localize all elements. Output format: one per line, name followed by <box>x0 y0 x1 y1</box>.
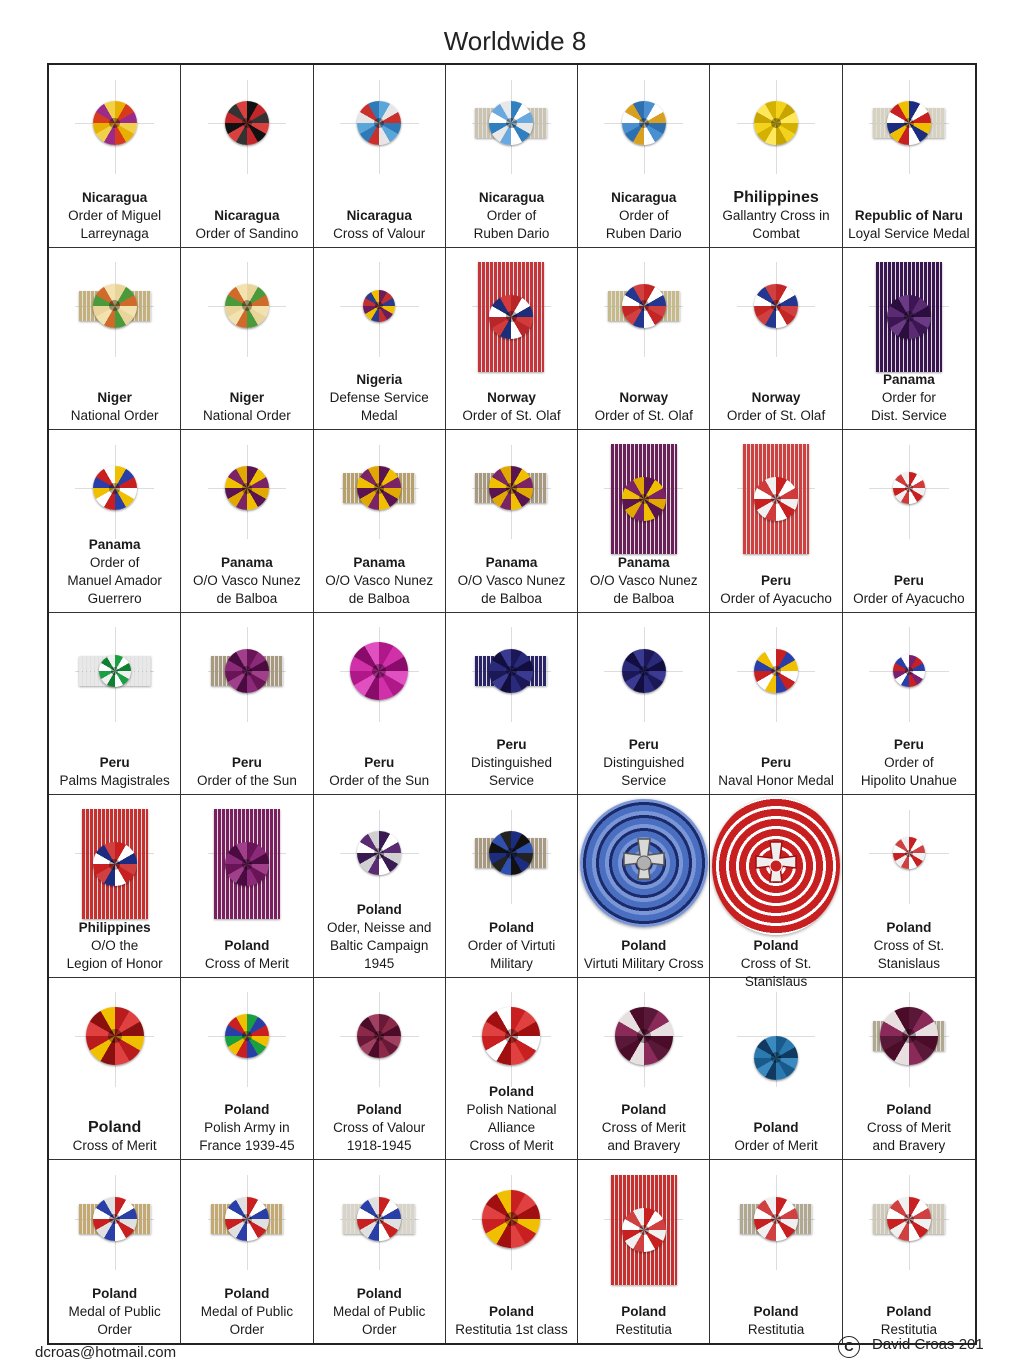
medal-caption <box>316 754 443 790</box>
medal-caption <box>712 189 839 243</box>
rosette-icon <box>754 101 798 145</box>
medal-name: Medal of Public Order <box>333 1303 426 1337</box>
medal-cell <box>314 978 446 1161</box>
country-name: Poland <box>621 1102 667 1118</box>
medal-name: Order for Dist. Service <box>870 390 947 424</box>
medal-cell <box>49 978 181 1161</box>
country-name: Peru <box>99 755 130 771</box>
rosette-icon <box>225 101 269 145</box>
rosette-icon <box>93 284 137 328</box>
medal-caption <box>845 207 973 243</box>
rosette-icon <box>357 466 401 510</box>
country-name: Peru <box>496 737 527 753</box>
medal-name: O/O Vasco Nunez de Balboa <box>193 572 301 606</box>
medal-name: Oder, Neisse and Baltic Campaign 1945 <box>327 919 432 971</box>
medal-sheet <box>47 63 977 1345</box>
rosette-icon <box>893 837 925 869</box>
rosette-icon <box>489 295 533 339</box>
medal-name: Order of St. Olaf <box>726 408 826 424</box>
country-name: Nicaragua <box>82 189 148 205</box>
rosette-icon <box>363 290 395 322</box>
medal-cell <box>314 795 446 978</box>
country-name: Peru <box>761 572 792 588</box>
rosette-icon <box>93 1197 137 1241</box>
medal-cell <box>710 248 842 431</box>
medal-cell <box>181 65 313 248</box>
rosette-icon <box>357 101 401 145</box>
medal-cell <box>843 430 975 613</box>
medal-cell <box>578 248 710 431</box>
medal-caption <box>580 1303 707 1339</box>
country-name: Nicaragua <box>611 189 677 205</box>
country-name: Poland <box>488 1084 534 1100</box>
medal-name: Order of Sandino <box>195 225 299 241</box>
medal-cell <box>181 1160 313 1343</box>
medal-name: Medal of Public Order <box>200 1303 294 1337</box>
country-name: Poland <box>224 1285 270 1301</box>
country-name: Panama <box>617 554 670 570</box>
country-name: Nicaragua <box>214 207 280 223</box>
medal-caption <box>712 1119 839 1155</box>
medal-cell <box>446 795 578 978</box>
medal-cell <box>710 613 842 796</box>
rosette-icon <box>754 284 798 328</box>
medal-name: Order of Virtuti Military <box>467 937 556 971</box>
rosette-icon <box>580 799 708 927</box>
medal-name: Defense Service Medal <box>329 390 429 424</box>
country-name: Poland <box>356 1102 402 1118</box>
medal-cell <box>181 430 313 613</box>
rosette-icon <box>357 1197 401 1241</box>
copyright-icon: C <box>838 1336 860 1358</box>
medal-name: Order of St. Olaf <box>462 408 561 424</box>
medal-name: Order of the Sun <box>329 773 430 789</box>
medal-name: Restitutia <box>615 1321 672 1337</box>
medal-caption <box>448 919 575 973</box>
country-name: Philippines <box>733 188 819 206</box>
medal-cell <box>578 795 710 978</box>
medal-name: Cross of Merit and Bravery <box>601 1120 686 1154</box>
rosette-icon <box>489 101 533 145</box>
medal-caption <box>316 1285 443 1339</box>
medal-cell <box>710 1160 842 1343</box>
country-name: Peru <box>628 737 659 753</box>
medal-cell <box>49 795 181 978</box>
medal-cell <box>181 613 313 796</box>
country-name: Poland <box>488 1303 534 1319</box>
medal-caption <box>448 554 575 608</box>
rosette-icon <box>225 1014 269 1058</box>
rosette-icon <box>880 1007 938 1065</box>
medal-caption <box>183 207 310 243</box>
medal-name: Order of Merit <box>734 1138 818 1154</box>
medal-name: Order of Miguel Larreynaga <box>68 207 162 241</box>
medal-name: O/O Vasco Nunez de Balboa <box>457 572 566 606</box>
medal-caption <box>183 389 310 425</box>
country-name: Peru <box>231 755 262 771</box>
country-name: Panama <box>221 554 273 570</box>
medal-cell <box>49 430 181 613</box>
rosette-icon <box>489 831 533 875</box>
country-name: Norway <box>619 390 669 406</box>
medal-caption <box>845 572 973 608</box>
medal-caption <box>51 536 178 608</box>
medal-name: Restitutia <box>747 1321 805 1337</box>
medal-name: Order of Ruben Dario <box>605 207 682 241</box>
rosette-icon <box>225 842 269 886</box>
country-name: Poland <box>753 1120 799 1136</box>
medal-name: Gallantry Cross in Combat <box>722 207 830 241</box>
rosette-icon <box>489 649 533 693</box>
medal-caption <box>448 1083 575 1155</box>
rosette-icon <box>615 1007 673 1065</box>
rosette-icon <box>99 655 131 687</box>
rosette-icon <box>754 1197 798 1241</box>
country-name: Poland <box>356 1285 402 1301</box>
rosette-icon <box>93 842 137 886</box>
country-name: Poland <box>753 1303 799 1319</box>
medal-caption <box>448 189 575 243</box>
medal-name: Polish National Alliance Cross of Merit <box>466 1102 557 1154</box>
medal-cell <box>446 978 578 1161</box>
rosette-icon <box>225 284 269 328</box>
medal-cell <box>843 1160 975 1343</box>
country-name: Niger <box>229 390 265 406</box>
rosette-icon <box>893 655 925 687</box>
medal-caption <box>580 189 707 243</box>
medal-cell <box>843 978 975 1161</box>
cross-icon <box>750 840 802 892</box>
medal-name: Palms Magistrales <box>59 773 170 789</box>
rosette-icon <box>482 1190 540 1248</box>
medal-cell <box>710 978 842 1161</box>
country-name: Nicaragua <box>346 207 412 223</box>
rosette-icon <box>622 649 666 693</box>
medal-caption <box>316 207 443 243</box>
rosette-icon <box>712 797 840 935</box>
rosette-icon <box>357 831 401 875</box>
rosette-icon <box>893 472 925 504</box>
medal-name: Loyal Service Medal <box>848 225 970 241</box>
medal-cell <box>314 248 446 431</box>
medal-name: National Order <box>70 408 159 424</box>
medal-cell <box>181 795 313 978</box>
medal-caption <box>845 371 973 425</box>
medal-name: Distinguished Service <box>603 755 685 789</box>
country-name: Peru <box>761 755 792 771</box>
country-name: Poland <box>621 1303 667 1319</box>
medal-cell <box>446 1160 578 1343</box>
medal-cell <box>843 613 975 796</box>
rosette-icon <box>887 295 931 339</box>
country-name: Panama <box>88 536 141 552</box>
medal-name: Medal of Public Order <box>68 1303 161 1337</box>
medal-name: National Order <box>203 408 291 424</box>
rosette-icon <box>622 1208 666 1252</box>
medal-cell <box>710 795 842 990</box>
medal-caption <box>580 736 707 790</box>
medal-name: Polish Army in France 1939-45 <box>199 1120 295 1154</box>
medal-caption <box>183 1101 310 1155</box>
medal-name: Order of the Sun <box>197 773 297 789</box>
medal-name: O/O Vasco Nunez de Balboa <box>325 572 434 606</box>
rosette-icon <box>86 1007 144 1065</box>
medal-caption <box>51 754 178 790</box>
medal-caption <box>51 1285 178 1339</box>
medal-name: Cross of Merit and Bravery <box>866 1120 951 1154</box>
country-name: Poland <box>488 919 534 935</box>
medal-name: Order of St. Olaf <box>594 408 693 424</box>
rosette-icon <box>357 1014 401 1058</box>
rosette-icon <box>754 477 798 521</box>
medal-name: Restitutia <box>880 1321 937 1337</box>
medal-cell <box>181 248 313 431</box>
medal-cell <box>446 613 578 796</box>
medal-cell <box>314 65 446 248</box>
footer-email: dcroas@hotmail.com <box>35 1344 177 1361</box>
medal-cell <box>181 978 313 1161</box>
country-name: Panama <box>353 554 406 570</box>
medal-caption <box>51 919 178 973</box>
medal-caption <box>316 554 443 608</box>
country-name: Nicaragua <box>478 189 545 205</box>
medal-caption <box>712 389 839 425</box>
country-name: Poland <box>92 1285 138 1301</box>
footer-copyright <box>838 1336 984 1358</box>
medal-caption <box>448 736 575 790</box>
country-name: Nigeria <box>356 372 403 388</box>
copyright-text: David Croas 201 <box>872 1336 984 1353</box>
rosette-icon <box>887 1197 931 1241</box>
medal-cell <box>710 430 842 613</box>
medal-cell <box>578 978 710 1161</box>
medal-name: Cross of Valour 1918-1945 <box>333 1120 426 1154</box>
medal-name: O/O the Legion of Honor <box>66 937 163 971</box>
medal-caption <box>51 1119 178 1155</box>
medal-name: Order of Ayacucho <box>853 590 965 606</box>
rosette-icon <box>754 1036 798 1080</box>
medal-cell <box>314 613 446 796</box>
medal-caption <box>845 919 973 973</box>
medal-name: Order of Ruben Dario <box>473 207 550 241</box>
country-name: Poland <box>224 1102 270 1118</box>
medal-caption <box>316 371 443 425</box>
medal-name: Cross of St. Stanislaus <box>873 937 945 971</box>
country-name: Philippines <box>78 919 151 935</box>
country-name: Republic of Naru <box>854 207 963 223</box>
medal-cell <box>446 430 578 613</box>
rosette-icon <box>489 466 533 510</box>
country-name: Peru <box>893 572 924 588</box>
medal-name: Order of Manuel Amador Guerrero <box>67 554 162 606</box>
country-name: Norway <box>751 390 801 406</box>
medal-caption <box>580 1101 707 1155</box>
rosette-icon <box>93 101 137 145</box>
rosette-icon <box>225 466 269 510</box>
medal-name: Cross of Valour <box>333 225 426 241</box>
medal-caption <box>712 572 839 608</box>
country-name: Poland <box>356 901 402 917</box>
rosette-icon <box>622 477 666 521</box>
country-name: Peru <box>364 755 395 771</box>
medal-caption <box>448 1303 575 1339</box>
country-name: Poland <box>886 919 932 935</box>
medal-cell <box>49 613 181 796</box>
country-name: Peru <box>893 737 924 753</box>
medal-caption <box>51 189 178 243</box>
country-name: Poland <box>224 937 270 953</box>
medal-cell <box>578 613 710 796</box>
rosette-icon <box>622 284 666 328</box>
country-name: Poland <box>87 1119 142 1137</box>
medal-cell <box>49 65 181 248</box>
medal-cell <box>49 1160 181 1343</box>
medal-cell <box>578 430 710 613</box>
medal-caption <box>845 1303 973 1339</box>
medal-name: Distinguished Service <box>470 755 553 789</box>
medal-name: Order of Hipolito Unahue <box>860 755 957 789</box>
medal-caption <box>845 1101 973 1155</box>
medal-grid <box>49 65 975 1343</box>
medal-cell <box>578 65 710 248</box>
medal-cell <box>314 1160 446 1343</box>
medal-cell <box>710 65 842 248</box>
country-name: Norway <box>487 390 536 406</box>
country-name: Poland <box>886 1102 932 1118</box>
medal-caption <box>580 389 707 425</box>
medal-name: Cross of Merit <box>204 955 289 971</box>
rosette-icon <box>225 1197 269 1241</box>
page-title: Worldwide 8 <box>443 26 587 56</box>
medal-caption <box>51 389 178 425</box>
country-name: Niger <box>97 390 132 406</box>
medal-name: Virtuti Military Cross <box>583 955 704 971</box>
medal-caption <box>316 901 443 973</box>
medal-cell <box>843 248 975 431</box>
cross-icon <box>618 837 670 889</box>
country-name: Poland <box>886 1303 932 1319</box>
medal-caption <box>580 554 707 608</box>
medal-name: Cross of St. Stanislaus <box>740 956 812 990</box>
rosette-icon <box>93 466 137 510</box>
medal-cell <box>49 248 181 431</box>
country-name: Poland <box>621 937 667 953</box>
country-name: Panama <box>485 554 538 570</box>
rosette-icon <box>622 101 666 145</box>
medal-caption <box>845 736 973 790</box>
rosette-icon <box>482 1007 540 1065</box>
medal-cell <box>578 1160 710 1343</box>
rosette-icon <box>754 649 798 693</box>
medal-caption <box>183 754 310 790</box>
rosette-icon <box>887 101 931 145</box>
medal-cell <box>314 430 446 613</box>
medal-cell <box>843 65 975 248</box>
medal-caption <box>316 1101 443 1155</box>
medal-name: Naval Honor Medal <box>718 773 834 789</box>
country-name: Panama <box>882 372 935 388</box>
medal-caption <box>712 1303 839 1339</box>
medal-name: Cross of Merit <box>72 1138 157 1154</box>
rosette-icon <box>350 642 408 700</box>
medal-name: Order of Ayacucho <box>720 590 832 606</box>
medal-caption <box>448 389 575 425</box>
medal-caption <box>183 1285 310 1339</box>
medal-name: O/O Vasco Nunez de Balboa <box>589 572 698 606</box>
country-name: Poland <box>753 938 799 954</box>
medal-cell <box>843 795 975 978</box>
medal-name: Restitutia 1st class <box>455 1321 568 1337</box>
rosette-icon <box>225 649 269 693</box>
medal-caption <box>183 554 310 608</box>
medal-caption <box>712 754 839 790</box>
medal-cell <box>446 65 578 248</box>
medal-caption <box>580 937 707 973</box>
medal-cell <box>446 248 578 431</box>
medal-caption <box>183 937 310 973</box>
